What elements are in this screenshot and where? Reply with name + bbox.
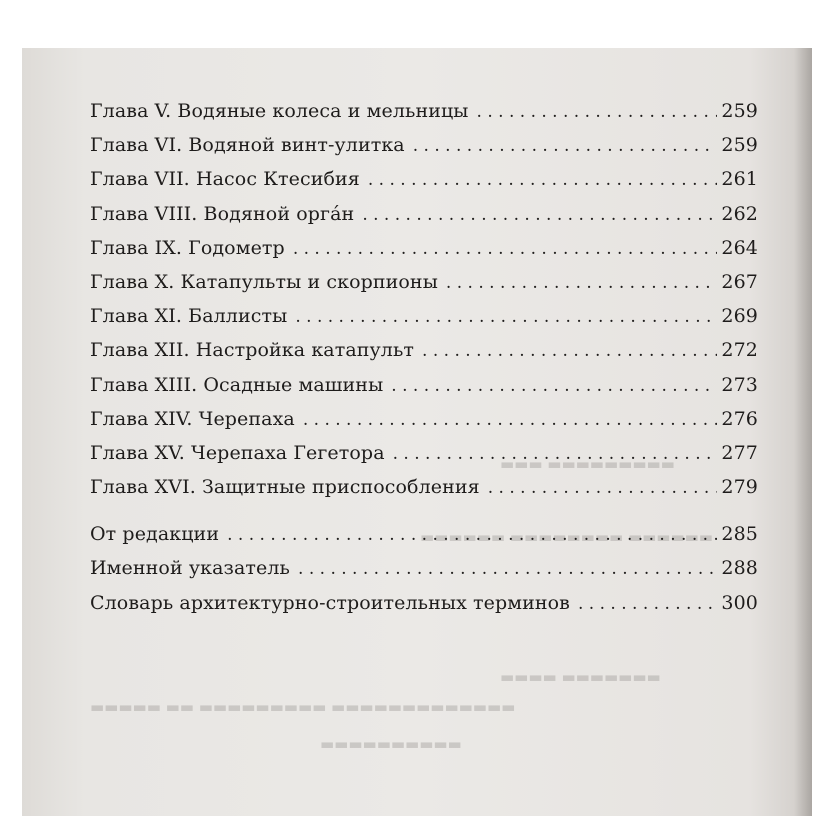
toc-entry-title: Глава VII. Насос Ктесибия bbox=[90, 168, 360, 191]
toc-entry-title: Глава VIII. Водяной орга́н bbox=[90, 202, 355, 225]
table-of-contents bbox=[90, 100, 758, 626]
toc-entry-title: Словарь архитектурно-строительных терминов bbox=[90, 591, 570, 614]
toc-entry bbox=[90, 168, 758, 202]
dot-leader bbox=[303, 410, 718, 430]
toc-entry bbox=[90, 408, 758, 442]
toc-entry-page: 279 bbox=[721, 476, 758, 499]
dot-leader bbox=[488, 478, 718, 498]
dot-leader bbox=[295, 307, 717, 327]
toc-entry-title: Глава XV. Черепаха Гегетора bbox=[90, 441, 385, 464]
toc-entry bbox=[90, 134, 758, 168]
toc-entry-title: Именной указатель bbox=[90, 557, 291, 580]
toc-entry-page: 269 bbox=[721, 305, 758, 328]
toc-entry-title: Глава V. Водяные колеса и мельницы bbox=[90, 100, 469, 122]
toc-entry-title: Глава XII. Настройка катапульт bbox=[90, 339, 415, 362]
toc-entry-page: 262 bbox=[721, 202, 758, 225]
toc-entry-page: 264 bbox=[721, 236, 758, 259]
toc-entry bbox=[90, 442, 758, 476]
toc-entry-page: 261 bbox=[721, 168, 758, 191]
dot-leader bbox=[413, 136, 718, 156]
dot-leader bbox=[391, 376, 717, 396]
toc-entry-title: Глава XI. Баллисты bbox=[90, 305, 288, 328]
toc-entry-title: Глава VI. Водяной винт-улитка bbox=[90, 134, 405, 157]
dot-leader bbox=[293, 239, 718, 259]
toc-entry-page: 259 bbox=[721, 100, 758, 122]
toc-entry-title: Глава XVI. Защитные приспособления bbox=[90, 476, 480, 499]
toc-entry bbox=[90, 374, 758, 408]
show-through-text: ▬▬▬ ▬▬▬▬▬▬▬▬▬ bbox=[500, 455, 675, 473]
toc-entry bbox=[90, 339, 758, 373]
toc-entry-page: 267 bbox=[721, 270, 758, 293]
toc-entry-title: От редакции bbox=[90, 523, 220, 546]
toc-entry-page: 273 bbox=[721, 373, 758, 396]
dot-leader bbox=[368, 170, 718, 190]
toc-entry-page: 276 bbox=[721, 407, 758, 430]
toc-entry bbox=[90, 305, 758, 339]
toc-entry-title: Глава XIV. Черепаха bbox=[90, 407, 295, 430]
dot-leader bbox=[227, 525, 717, 545]
page-edge-shadow bbox=[794, 48, 812, 816]
toc-entry-title: Глава IX. Годометр bbox=[90, 236, 285, 259]
toc-entry-title: Глава XIII. Осадные машины bbox=[90, 373, 384, 396]
dot-leader bbox=[422, 341, 717, 361]
toc-entry-page: 277 bbox=[721, 441, 758, 464]
toc-entry bbox=[90, 557, 758, 591]
toc-entry bbox=[90, 237, 758, 271]
toc-entry-page: 259 bbox=[721, 134, 758, 157]
dot-leader bbox=[362, 205, 717, 225]
dot-leader bbox=[446, 273, 718, 293]
toc-entry bbox=[90, 100, 758, 134]
toc-entry-title: Глава X. Катапульты и скорпионы bbox=[90, 270, 438, 293]
toc-entry bbox=[90, 523, 758, 557]
toc-entry-page: 285 bbox=[721, 523, 758, 546]
show-through-text: ▬▬▬▬ ▬▬▬▬▬▬▬ bbox=[500, 668, 661, 686]
toc-entry-page: 288 bbox=[721, 557, 758, 580]
toc-entry-page: 272 bbox=[721, 339, 758, 362]
show-through-text: ▬▬▬▬▬▬ ▬▬▬▬▬▬▬▬ ▬▬▬▬▬▬ bbox=[420, 528, 713, 546]
show-through-text: ▬▬▬▬▬ ▬▬ ▬▬▬▬▬▬▬▬▬ ▬▬▬▬▬▬▬▬▬▬▬▬▬ bbox=[90, 698, 516, 716]
toc-entry bbox=[90, 476, 758, 510]
toc-entry bbox=[90, 271, 758, 305]
toc-entry-page: 300 bbox=[721, 591, 758, 614]
toc-entry bbox=[90, 592, 758, 626]
dot-leader bbox=[393, 444, 718, 464]
show-through-text: ▬▬▬▬▬▬▬▬▬▬ bbox=[320, 735, 462, 753]
dot-leader bbox=[298, 559, 717, 579]
dot-leader bbox=[477, 102, 718, 122]
toc-entry bbox=[90, 203, 758, 237]
dot-leader bbox=[578, 594, 717, 614]
